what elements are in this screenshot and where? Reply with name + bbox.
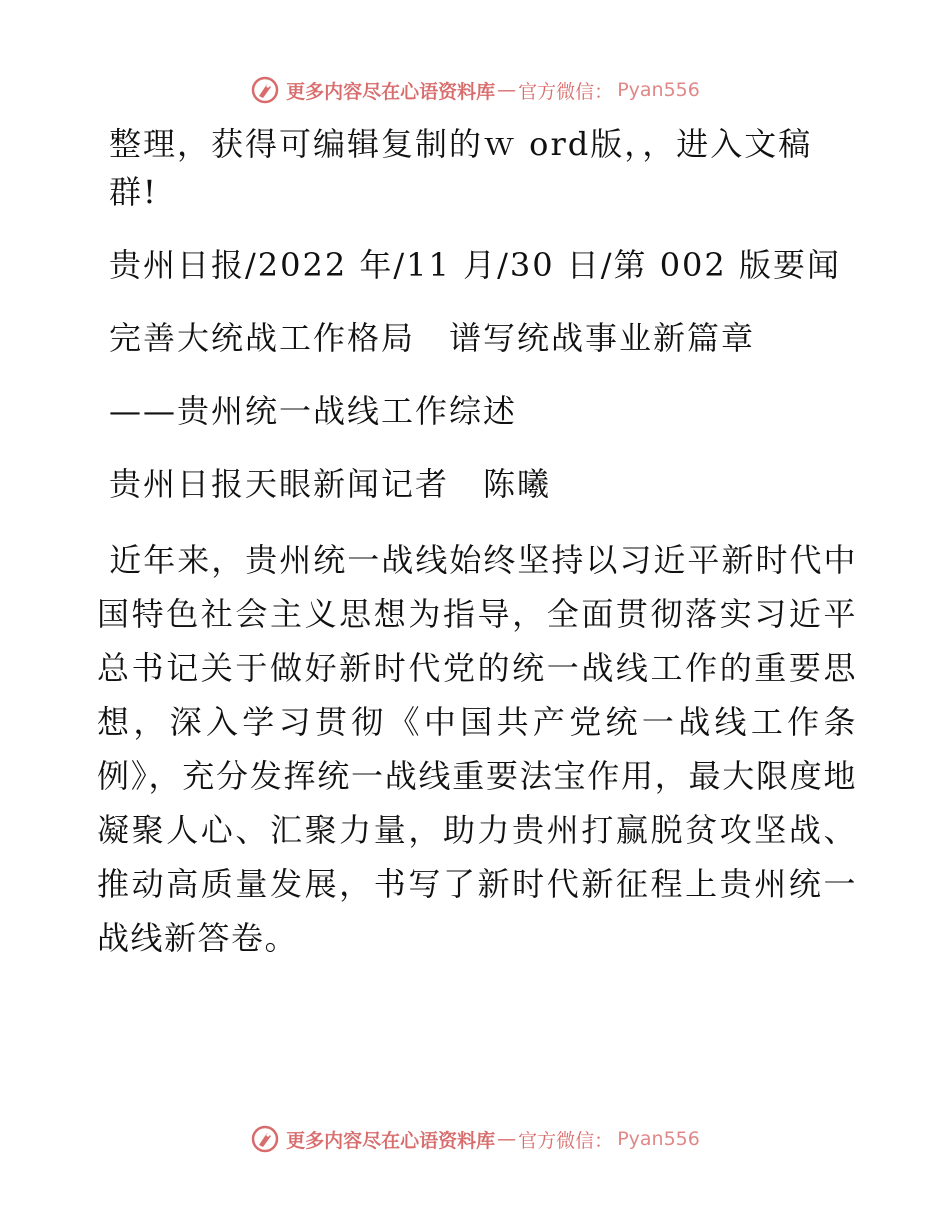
source-line: 贵州日报/2022 年/11 月/30 日/第 002 版要闻 (109, 246, 841, 284)
intro-text: 整理，获得可编辑复制的ｗ ord版，，进入文稿群! (109, 125, 813, 211)
header-watermark (0, 72, 950, 108)
watermark-label: 官方微信： (518, 1129, 614, 1152)
article-title: 完善大统战工作格局 谱写统战事业新篇章 (109, 319, 756, 357)
footer-watermark (0, 1121, 950, 1157)
document-body (97, 120, 857, 965)
watermark-dash: — (497, 1128, 517, 1150)
watermark-main-text: 更多内容尽在心语资料库 (286, 80, 496, 103)
pen-nib-logo-icon (250, 1124, 280, 1154)
paragraph-text: 近年来，贵州统一战线始终坚持以习近平新时代中国特色社会主义思想为指导，全面贯彻落实习近平总书记关于做好新时代党的统一战线工作的重要思想，深入学习贯彻《中国共产党统一战线工作条例》，充分发挥统一战线重要法宝作用，最大限度地凝聚人心、汇聚力量，助力贵州打赢脱贫攻坚战、推动高质量发展，书写了新时代新征程上贵州统一战线新答卷。 (97, 541, 857, 957)
article-paragraph (97, 533, 857, 965)
pen-nib-logo-icon (250, 75, 280, 105)
watermark-wechat-id: Pyan556 (617, 79, 700, 101)
watermark-dash: — (497, 79, 517, 101)
paragraph-indent (97, 541, 109, 579)
article-subtitle: ——贵州统一战线工作综述 (109, 392, 518, 430)
watermark-label: 官方微信： (518, 80, 614, 103)
watermark-wechat-id: Pyan556 (617, 1128, 700, 1150)
byline: 贵州日报天眼新闻记者 陈曦 (109, 465, 552, 503)
watermark-main-text: 更多内容尽在心语资料库 (286, 1129, 496, 1152)
